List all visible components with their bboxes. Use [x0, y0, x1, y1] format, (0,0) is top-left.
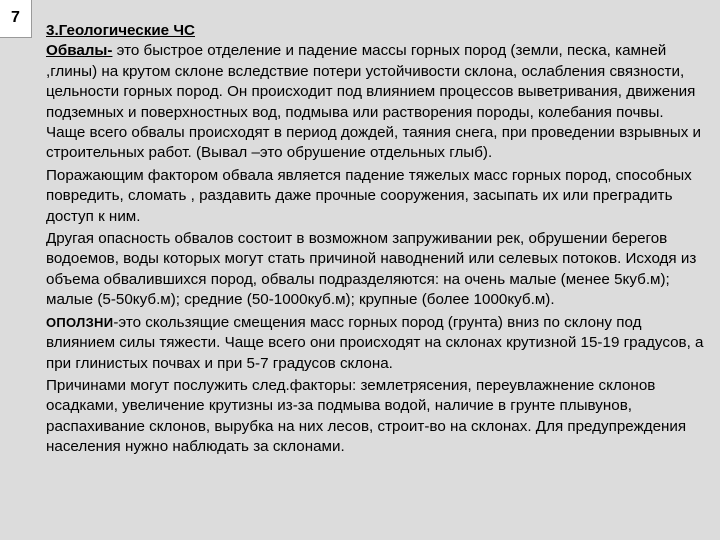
term-obvaly: Обвалы- [46, 42, 113, 60]
term-opolzni: ОПОЛЗНИ [46, 314, 114, 330]
paragraph-text: Другая опасность обвалов состоит в возможном запруживании рек, обрушении берегов водоемов, воды которых могут стать причиной наводнений или селевых потоков. Исходя из объема обвалившихся пород, обвалы подразделяются: на очень малые (менее 5куб.м); малые (5-50куб.м); средние (50-1000куб.м); крупные (более 1000куб.м). [46, 230, 697, 309]
paragraph-landslides [46, 313, 706, 374]
paragraph-text: это быстрое отделение и падение массы горных пород (земли, песка, камней ,глины) на крутом склоне вследствие потери устойчивости склона, ослабления связности, цельности горных пород. Он происходит под влиянием процессов выветривания, движения подземных и поверхностных вод, подмыва или растворения породы, колебания почвы. Чаще всего обвалы происходят в период дождей, таяния снега, при проведении взрывных и строительных работ. (Вывал –это обрушение отдельных глыб). [46, 42, 702, 162]
paragraph-text: Поражающим фактором обвала является падение тяжелых масс горных пород, способных повредить, сломать , раздавить даже прочные сооружения, засыпать их или преградить доступ к ним. [46, 166, 692, 225]
slide-number: 7 [0, 0, 32, 38]
paragraph-text: -это скользящие смещения масс горных пород (грунта) вниз по склону под влиянием силы тяжести. Чаще всего они происходят на склонах крутизной 15-19 градусов, а при глинистых почвах и при 5-7 градусов склона. [46, 313, 704, 372]
paragraph-causes [46, 376, 706, 458]
paragraph-landslides-rockfalls [46, 41, 706, 163]
paragraph-other-danger [46, 229, 706, 311]
section-heading: 3.Геологические ЧС [46, 22, 195, 39]
slide-content [46, 21, 706, 460]
paragraph-damaging-factor [46, 166, 706, 227]
paragraph-text: Причинами могут послужить след.факторы: землетрясения, переувлажнение склонов осадками, увеличение крутизны из-за подмыва водой, наличие в грунте плывунов, распахивание склонов, вырубка на них лесов, строит-во на склонах. Для предупреждения населения нужно наблюдать за склонами. [46, 376, 687, 456]
